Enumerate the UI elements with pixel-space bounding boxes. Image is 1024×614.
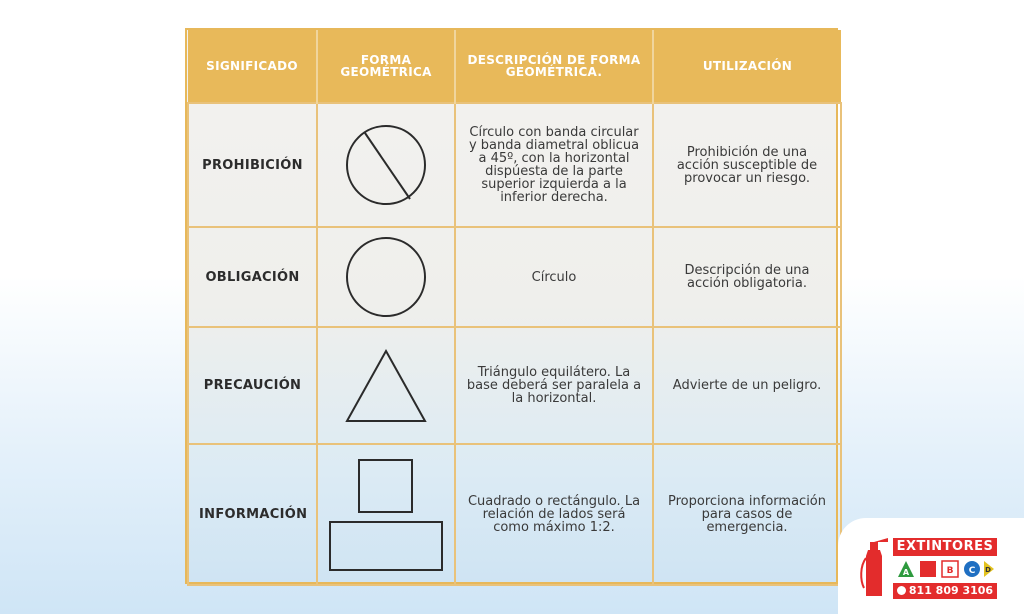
brand-label: EXTINTORES <box>893 538 997 556</box>
class-label: D <box>985 566 991 574</box>
significado-cell: INFORMACIÓN <box>188 444 317 585</box>
class-label: A <box>902 568 910 577</box>
utilizacion-cell: Advierte de un peligro. <box>653 327 841 444</box>
fire-class-icons <box>896 559 996 579</box>
phone-number: 811 809 3106 <box>908 584 994 597</box>
circle-icon <box>344 235 428 319</box>
table-row <box>188 227 841 327</box>
extintores-logo <box>838 518 1024 614</box>
signal-table <box>185 28 838 584</box>
shape-cell <box>317 103 455 227</box>
descripcion-cell: Triángulo equilátero. La base deberá ser paralela a la horizontal. <box>455 327 653 444</box>
class-label: B <box>946 566 954 576</box>
descripcion-cell: Círculo con banda circular y banda diametral oblicua a 45º, con la horizontal dispúesta de la parte superior izquierda a la inferior derecha. <box>455 103 653 227</box>
utilizacion-cell: Prohibición de una acción susceptible de provocar un riesgo. <box>653 103 841 227</box>
utilizacion-cell: Descripción de una acción obligatoria. <box>653 227 841 327</box>
header-forma: FORMA GEOMÉTRICA <box>317 30 455 103</box>
shape-cell <box>317 327 455 444</box>
header-utilizacion: UTILIZACIÓN <box>653 30 841 103</box>
signal-table-grid <box>187 30 842 586</box>
phone-icon <box>897 586 906 595</box>
table-row <box>188 444 841 585</box>
significado-cell: PRECAUCIÓN <box>188 327 317 444</box>
table-row <box>188 327 841 444</box>
square-rectangle-icon <box>328 458 444 572</box>
header-descripcion: DESCRIPCIÓN DE FORMA GEOMÉTRICA. <box>455 30 653 103</box>
phone-label <box>893 583 997 599</box>
table-row <box>188 103 841 227</box>
header-significado: SIGNIFICADO <box>188 30 317 103</box>
descripcion-cell: Cuadrado o rectángulo. La relación de lados será como máximo 1:2. <box>455 444 653 585</box>
header-row <box>188 30 841 103</box>
triangle-icon <box>344 348 428 424</box>
significado-cell: PROHIBICIÓN <box>188 103 317 227</box>
significado-cell: OBLIGACIÓN <box>188 227 317 327</box>
fire-extinguisher-icon <box>858 536 890 598</box>
class-label: C <box>968 566 976 576</box>
prohibition-circle-icon <box>344 123 428 207</box>
utilizacion-cell: Proporciona información para casos de emergencia. <box>653 444 841 585</box>
descripcion-cell: Círculo <box>455 227 653 327</box>
shape-cell <box>317 444 455 585</box>
shape-cell <box>317 227 455 327</box>
